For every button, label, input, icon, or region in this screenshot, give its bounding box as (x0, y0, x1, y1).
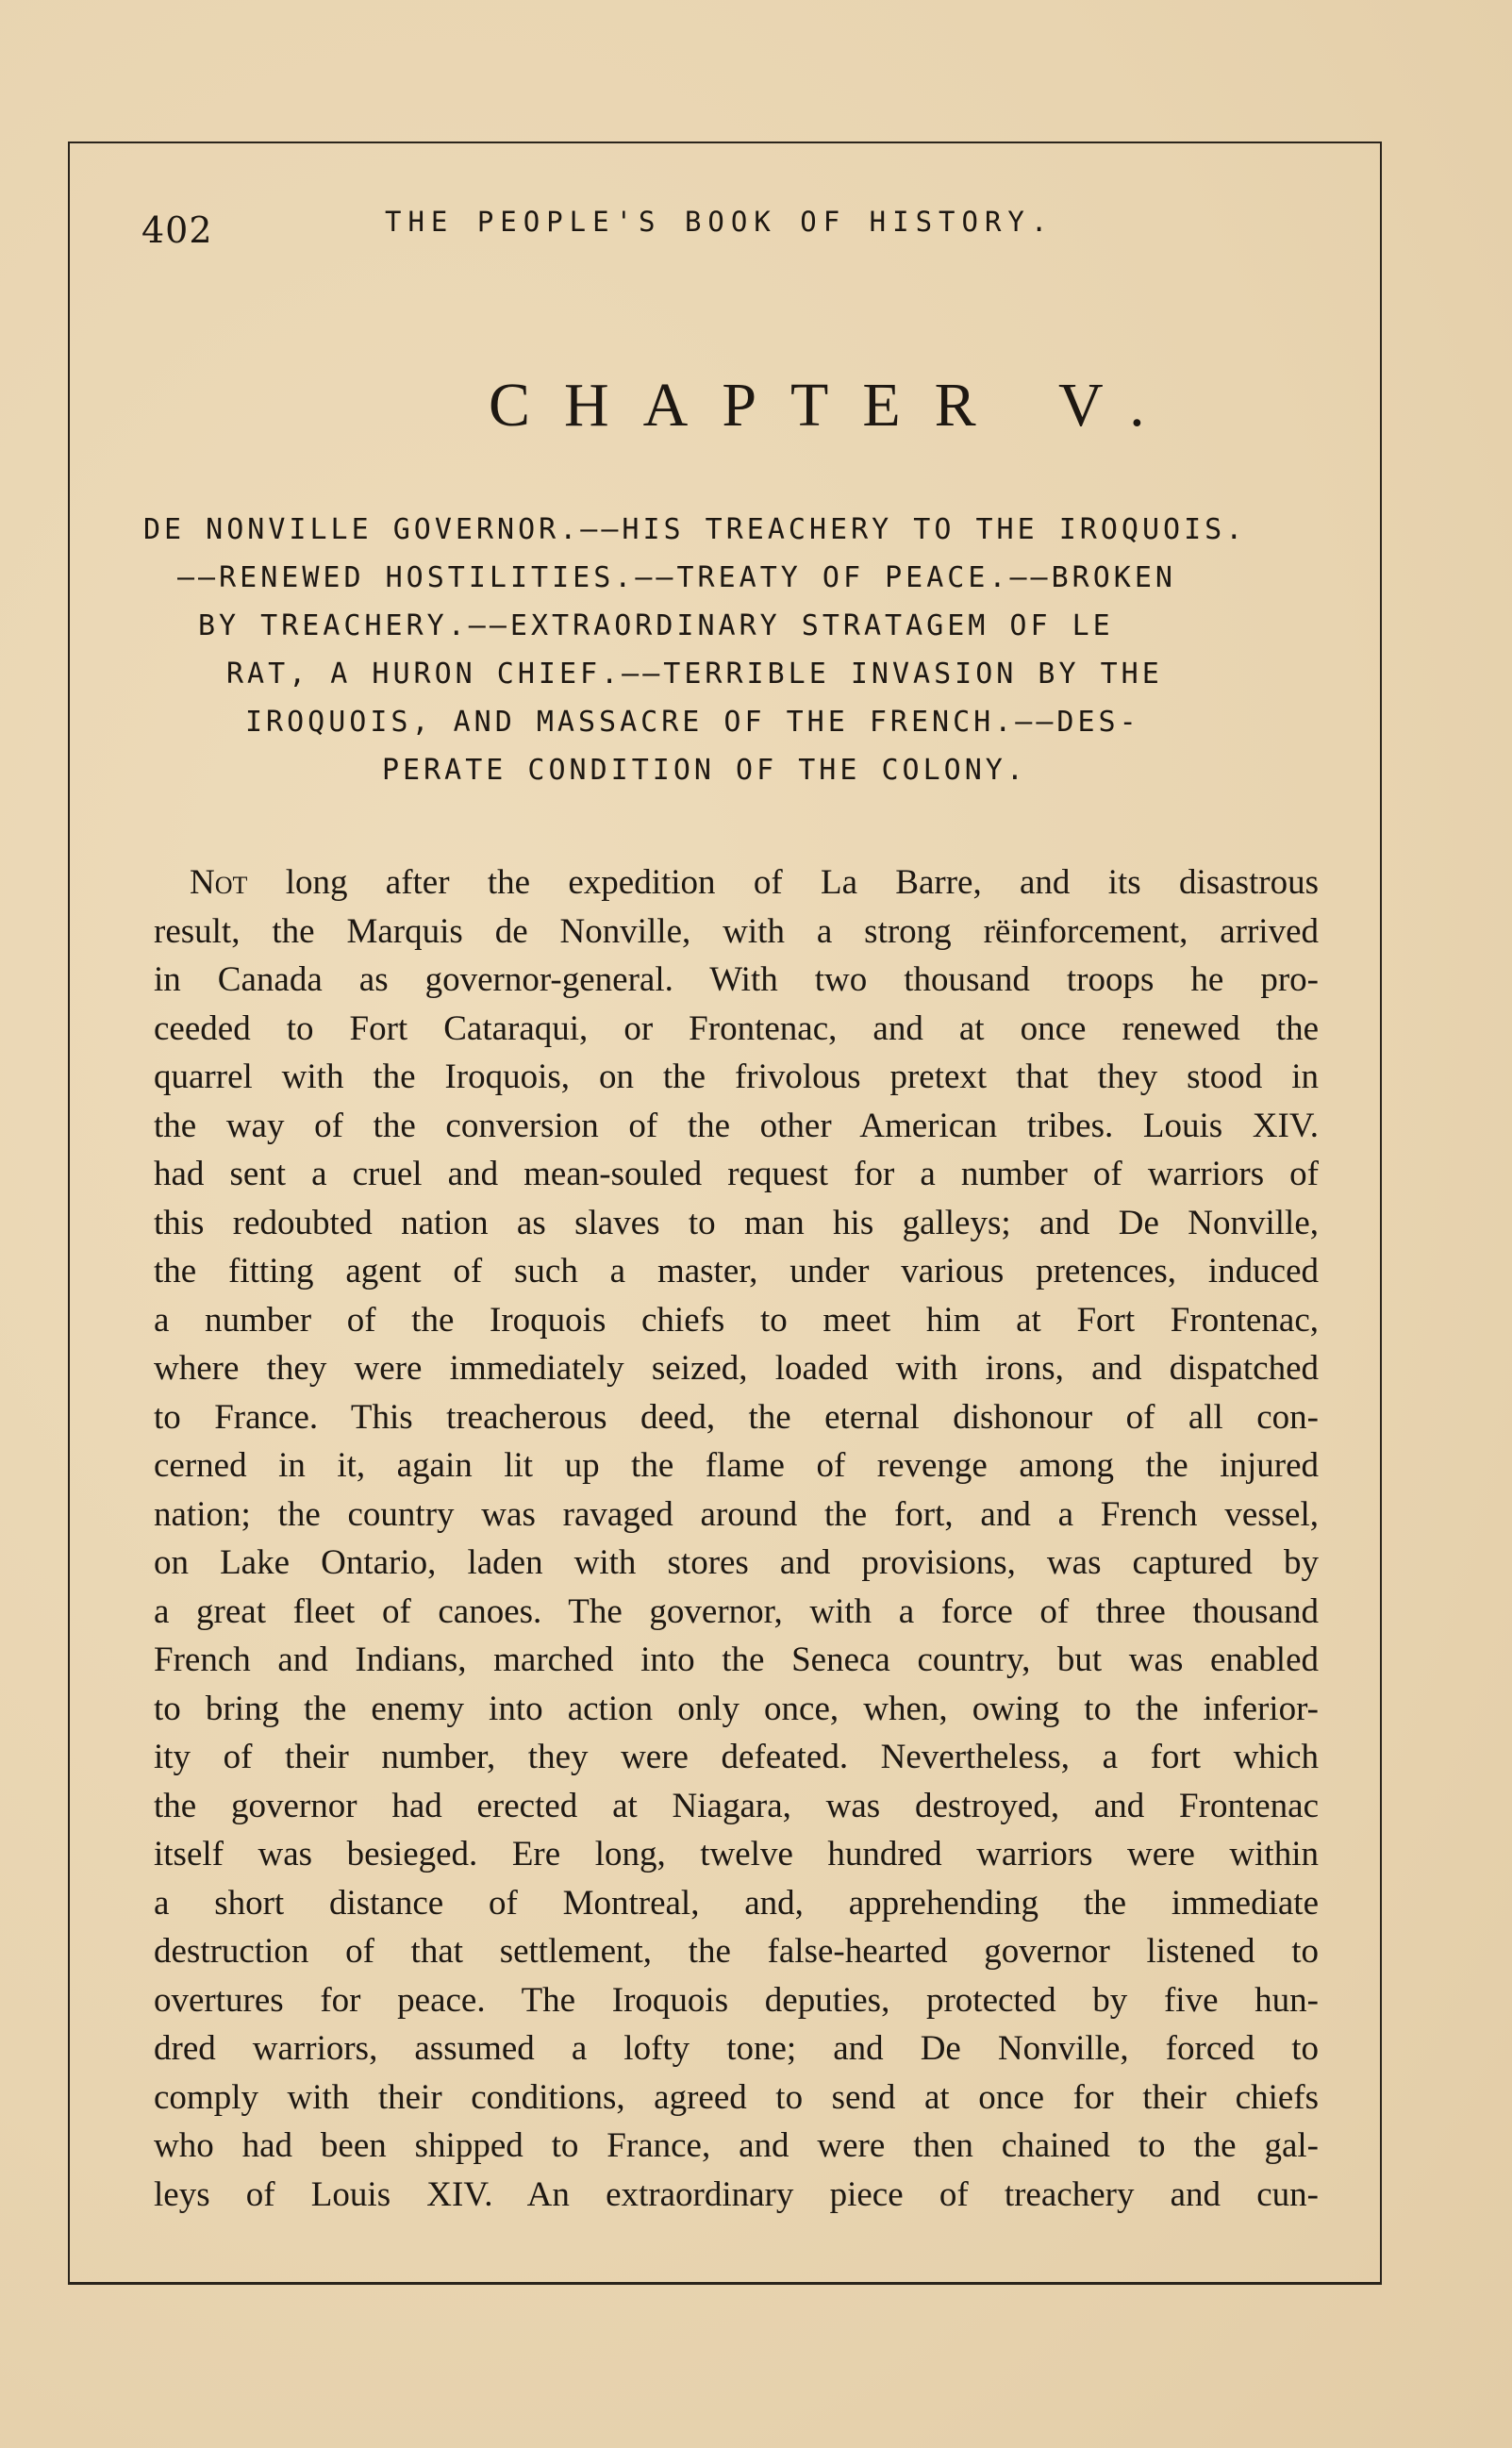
body-line: comply with their conditions, agreed to send at once for their chiefs (154, 2077, 1319, 2117)
body-text (154, 858, 1319, 2219)
body-line: a short distance of Montreal, and, apprehending the immediate (154, 1883, 1319, 1923)
body-line: dred warriors, assumed a lofty tone; and De Nonville, forced to (154, 2029, 1319, 2068)
body-line: overtures for peace. The Iroquois deputies, protected by five hun- (154, 1980, 1319, 2020)
body-line: ceeded to Fort Cataraqui, or Frontenac, and at once renewed the (154, 1008, 1319, 1048)
synopsis-line: DE NONVILLE GOVERNOR.——HIS TREACHERY TO THE IROQUOIS. (143, 513, 1247, 546)
synopsis-line: BY TREACHERY.——EXTRAORDINARY STRATAGEM OF LE (198, 609, 1114, 642)
body-line: the fitting agent of such a master, under various pretences, induced (154, 1252, 1319, 1291)
body-line: cerned in it, again lit up the flame of revenge among the injured (154, 1446, 1319, 1485)
opening-word: Not (190, 863, 248, 902)
body-line: a great fleet of canoes. The governor, with a force of three thousand (154, 1591, 1319, 1631)
body-line: in Canada as governor-general. With two thousand troops he pro- (154, 960, 1319, 999)
body-line: ity of their number, they were defeated. Nevertheless, a fort which (154, 1738, 1319, 1776)
synopsis-line: RAT, A HURON CHIEF.——TERRIBLE INVASION BY THE (226, 658, 1163, 691)
body-line: leys of Louis XIV. An extraordinary piece of treachery and cun- (154, 2174, 1319, 2214)
synopsis-line: ——RENEWED HOSTILITIES.——TREATY OF PEACE.——BROKEN (177, 561, 1176, 594)
body-line-text: long after the expedition of La Barre, and its disastrous (247, 863, 1319, 902)
body-line: to France. This treacherous deed, the eternal dishonour of all con- (154, 1397, 1319, 1437)
body-line: on Lake Ontario, laden with stores and provisions, was captured by (154, 1543, 1319, 1582)
body-line: French and Indians, marched into the Seneca country, but was enabled (154, 1640, 1319, 1679)
page-number: 402 (141, 209, 213, 251)
synopsis-line: IROQUOIS, AND MASSACRE OF THE FRENCH.——DES- (245, 706, 1140, 739)
body-line: this redoubted nation as slaves to man his galleys; and De Nonville, (154, 1203, 1319, 1242)
body-line: had sent a cruel and mean-souled request for a number of warriors of (154, 1155, 1319, 1193)
body-line: nation; the country was ravaged around the fort, and a French vessel, (154, 1494, 1319, 1534)
body-line: quarrel with the Iroquois, on the frivolous pretext that they stood in (154, 1057, 1319, 1096)
running-title: THE PEOPLE'S BOOK OF HISTORY. (385, 206, 1055, 238)
body-line: itself was besieged. Ere long, twelve hundred warriors were within (154, 1835, 1319, 1873)
synopsis-line: PERATE CONDITION OF THE COLONY. (382, 754, 1027, 787)
body-line: where they were immediately seized, loaded with irons, and dispatched (154, 1349, 1319, 1388)
body-line: who had been shipped to France, and were then chained to the gal- (154, 2126, 1319, 2165)
body-line: to bring the enemy into action only once, when, owing to the inferior- (154, 1689, 1319, 1728)
body-line: destruction of that settlement, the false-hearted governor listened to (154, 1932, 1319, 1971)
body-line (154, 858, 1319, 908)
body-line: a number of the Iroquois chiefs to meet him at Fort Frontenac, (154, 1300, 1319, 1340)
body-line: the governor had erected at Niagara, was destroyed, and Frontenac (154, 1786, 1319, 1825)
body-line: result, the Marquis de Nonville, with a strong rëinforcement, arrived (154, 911, 1319, 951)
chapter-title: CHAPTER V. (489, 371, 1179, 440)
body-line: the way of the conversion of the other American tribes. Louis XIV. (154, 1106, 1319, 1145)
